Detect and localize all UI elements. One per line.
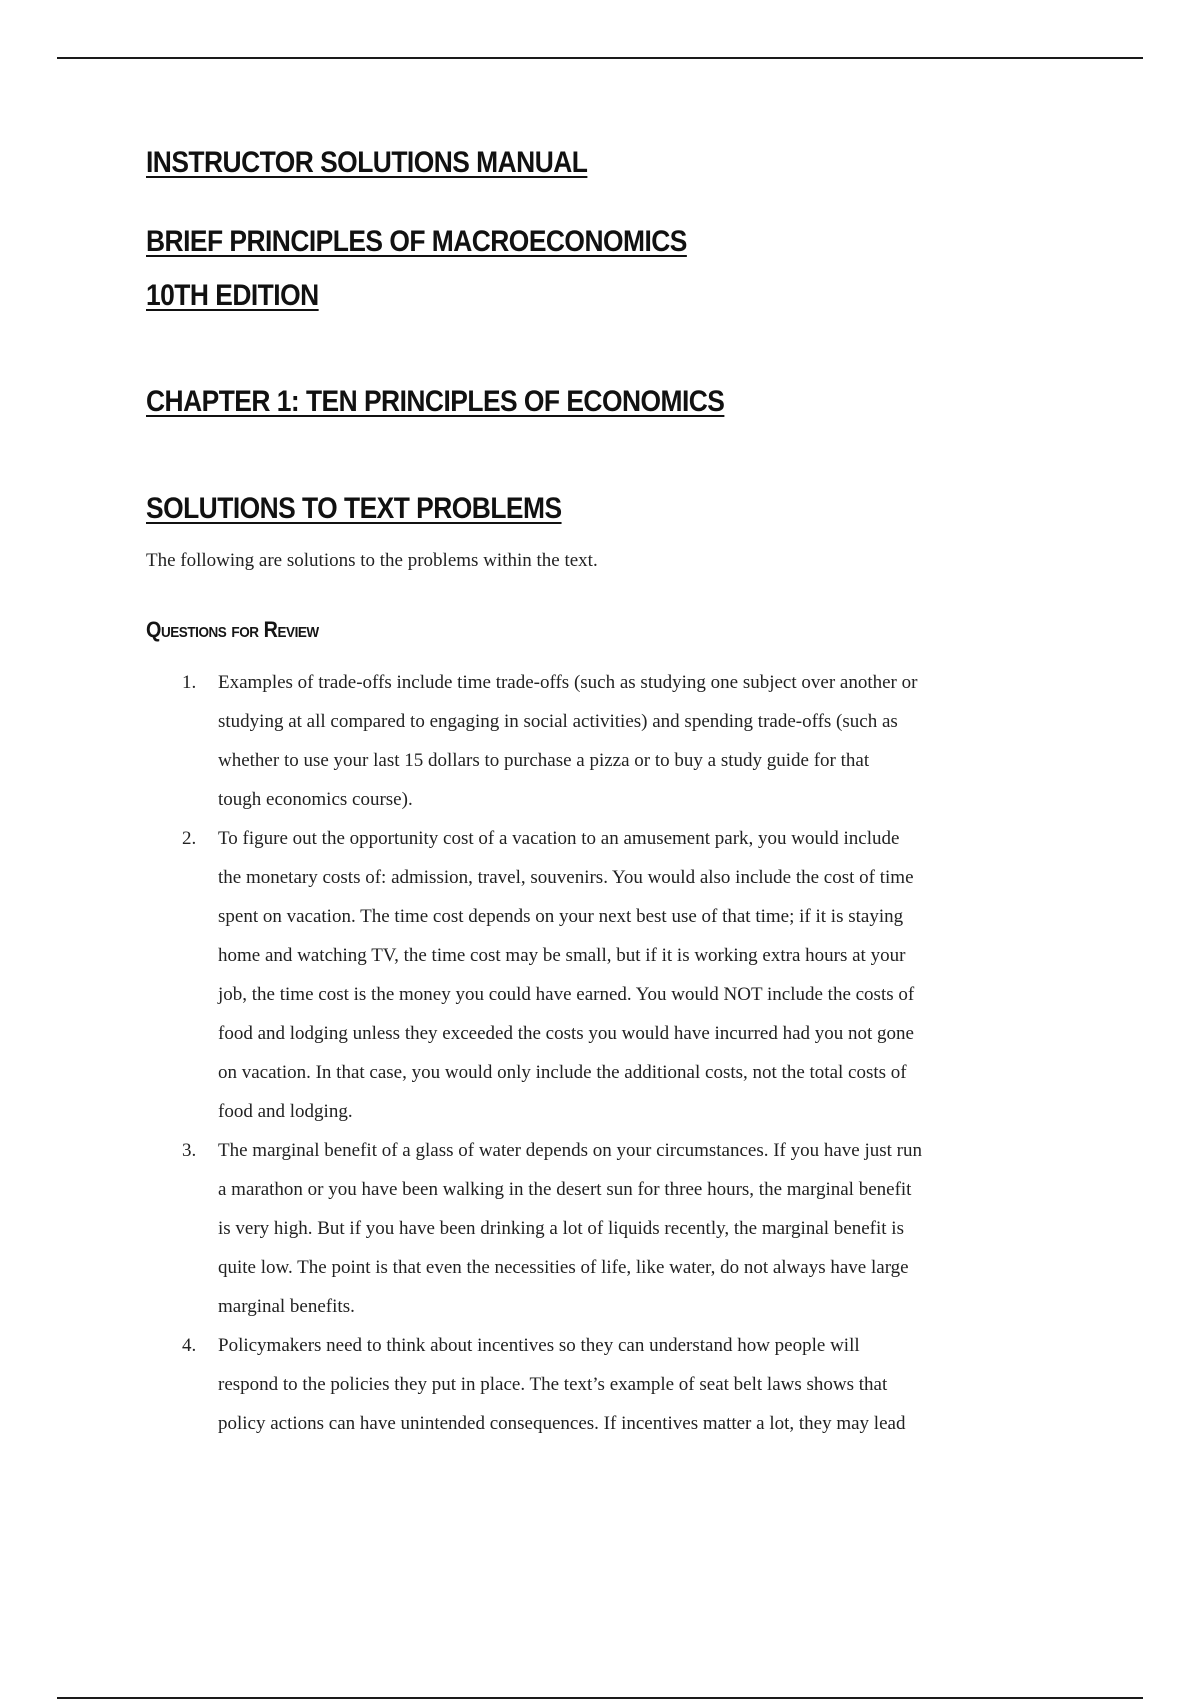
question-number: 4. xyxy=(182,1335,197,1356)
question-text-line: is very high. But if you have been drinking a lot of liquids recently, the marginal benefit is xyxy=(218,1218,904,1239)
question-text-line: whether to use your last 15 dollars to purchase a pizza or to buy a study guide for that xyxy=(218,750,870,771)
question-text-line: policy actions can have unintended consequences. If incentives matter a lot, they may lead xyxy=(218,1413,906,1434)
question-text-line: the monetary costs of: admission, travel, souvenirs. You would also include the cost of time xyxy=(218,867,914,888)
question-item xyxy=(182,819,1082,1131)
question-text-line: To figure out the opportunity cost of a vacation to an amusement park, you would include xyxy=(218,828,900,849)
question-number: 1. xyxy=(182,672,197,693)
question-text-line: studying at all compared to engaging in social activities) and spending trade-offs (such as xyxy=(218,711,898,732)
question-text-line: The marginal benefit of a glass of water depends on your circumstances. If you have just run xyxy=(218,1140,923,1161)
question-text-line: quite low. The point is that even the necessities of life, like water, do not always have large xyxy=(218,1257,909,1278)
footer-rule xyxy=(57,1697,1143,1699)
review-questions-list xyxy=(182,663,1082,1443)
questions-for-review-heading: Questions for Review xyxy=(146,617,319,642)
chapter-title: CHAPTER 1: TEN PRINCIPLES OF ECONOMICS xyxy=(146,385,725,418)
book-title: BRIEF PRINCIPLES OF MACROECONOMICS xyxy=(146,225,687,258)
manual-title: INSTRUCTOR SOLUTIONS MANUAL xyxy=(146,146,588,179)
header-rule xyxy=(57,57,1143,59)
question-number: 2. xyxy=(182,828,197,849)
question-text-line: job, the time cost is the money you could have earned. You would NOT include the costs of xyxy=(218,984,915,1005)
edition-title: 10TH EDITION xyxy=(146,279,319,312)
question-item xyxy=(182,663,1082,819)
question-text-line: food and lodging. xyxy=(218,1101,353,1122)
question-text-line: a marathon or you have been walking in the desert sun for three hours, the marginal benefit xyxy=(218,1179,912,1200)
question-item xyxy=(182,1131,1082,1326)
question-text-line: Examples of trade-offs include time trade-offs (such as studying one subject over another or xyxy=(218,672,918,693)
question-number: 3. xyxy=(182,1140,197,1161)
question-text-line: respond to the policies they put in place. The text’s example of seat belt laws shows that xyxy=(218,1374,888,1395)
question-text-line: food and lodging unless they exceeded the costs you would have incurred had you not gone xyxy=(218,1023,914,1044)
question-text-line: home and watching TV, the time cost may be small, but if it is working extra hours at your xyxy=(218,945,906,966)
section-title: SOLUTIONS TO TEXT PROBLEMS xyxy=(146,492,562,525)
question-text-line: on vacation. In that case, you would only include the additional costs, not the total costs of xyxy=(218,1062,907,1083)
question-text-line: tough economics course). xyxy=(218,789,413,810)
intro-text: The following are solutions to the problems within the text. xyxy=(146,550,598,571)
question-text-line: Policymakers need to think about incentives so they can understand how people will xyxy=(218,1335,860,1356)
question-text-line: spent on vacation. The time cost depends on your next best use of that time; if it is staying xyxy=(218,906,904,927)
question-item xyxy=(182,1326,1082,1443)
question-text-line: marginal benefits. xyxy=(218,1296,355,1317)
